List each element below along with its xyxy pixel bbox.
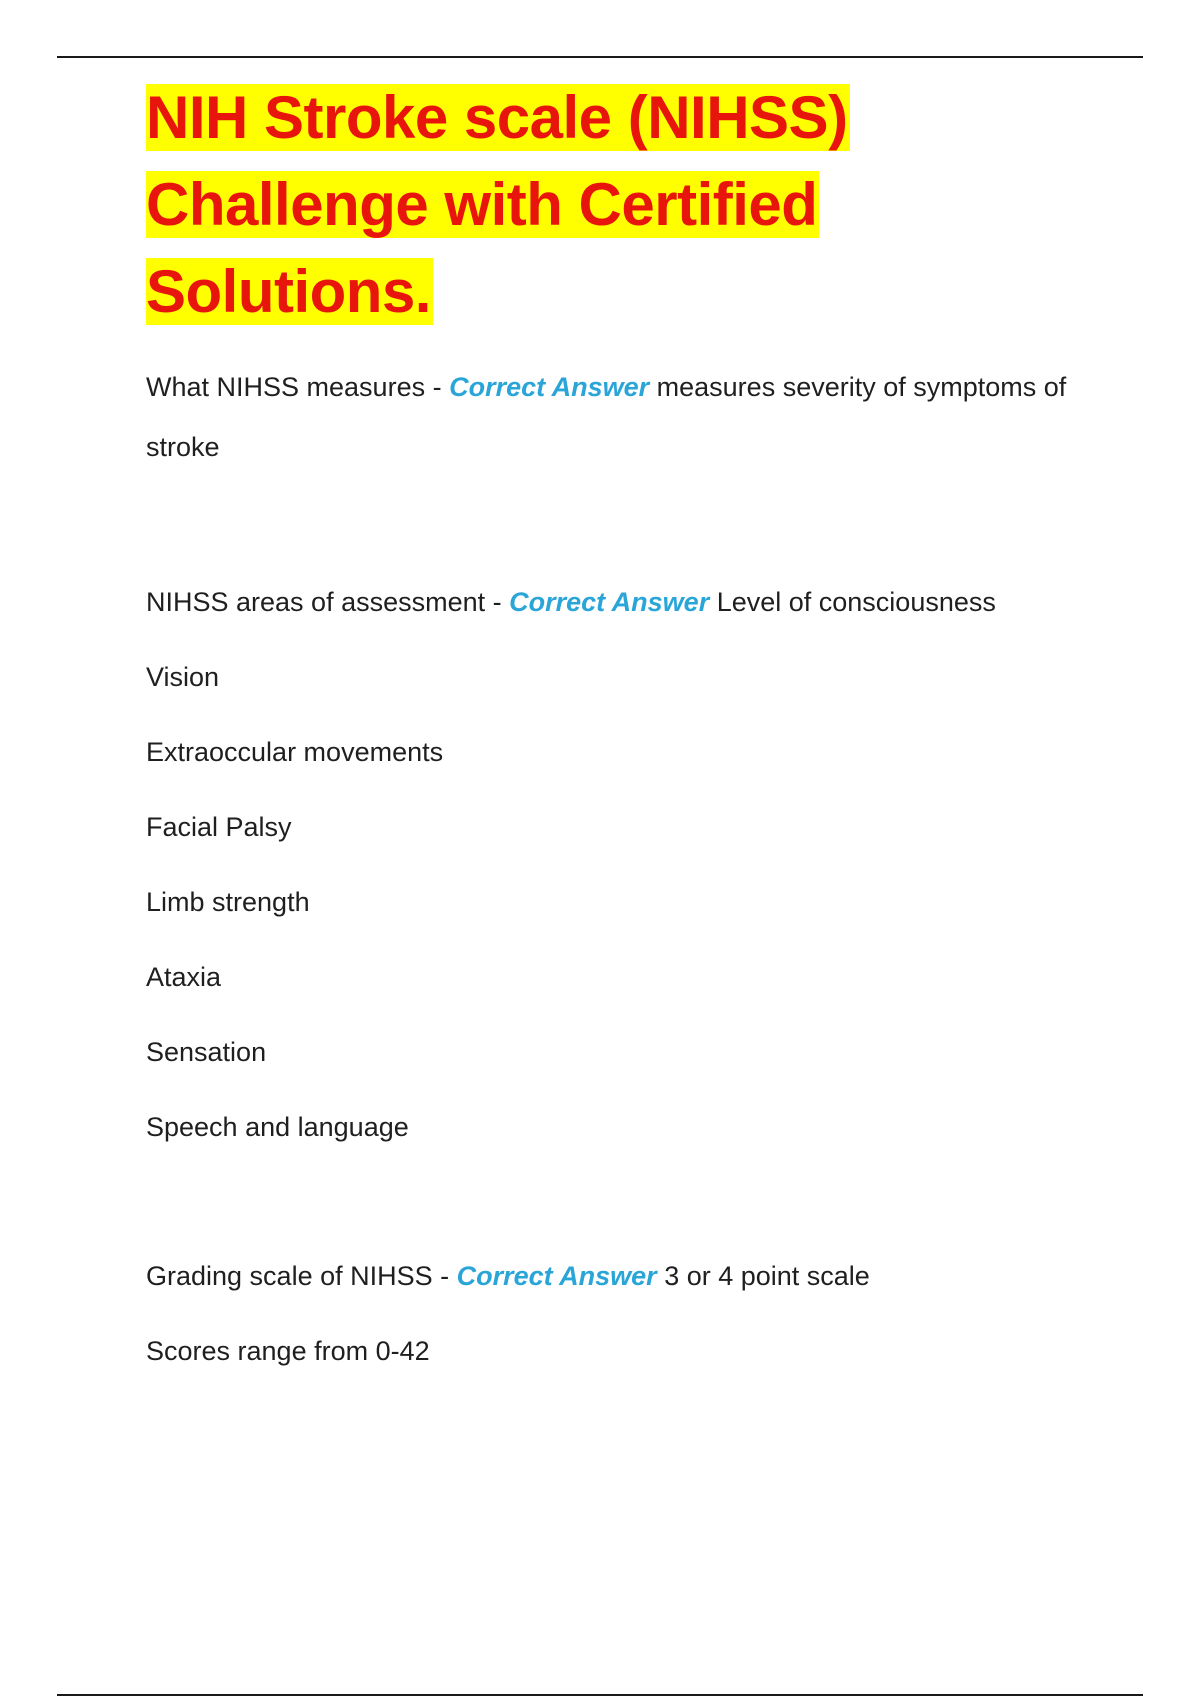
list-item: Ataxia [146,962,222,992]
list-item: Speech and language [146,1112,409,1142]
list-item: Scores range from 0-42 [146,1336,430,1366]
question-text: What NIHSS measures - [146,372,450,402]
title-highlight: NIH Stroke scale (NIHSS) Challenge with Certified Solutions. [146,84,848,325]
top-rule [57,56,1143,58]
question-text: Grading scale of NIHSS - [146,1261,457,1291]
list-item: Vision [146,662,220,692]
correct-answer-label: Correct Answer [456,1261,657,1291]
grading-notes-list [146,1314,1106,1389]
document-body [146,74,1106,1389]
document-title [146,74,1106,335]
answer-text: Level of consciousness [709,587,996,617]
qa-item-2 [146,565,1106,640]
answer-text: measures severity of symptoms of stroke [146,372,1067,462]
answer-text: 3 or 4 point scale [656,1261,870,1291]
list-item: Sensation [146,1037,267,1067]
list-item: Limb strength [146,887,310,917]
assessment-areas-list [146,640,1106,1165]
correct-answer-label: Correct Answer [509,587,710,617]
qa-item-3 [146,1239,1106,1314]
qa-item-1 [146,357,1106,477]
correct-answer-label: Correct Answer [449,372,650,402]
list-item: Extraoccular movements [146,737,444,767]
question-text: NIHSS areas of assessment - [146,587,510,617]
list-item: Facial Palsy [146,812,292,842]
bottom-rule [57,1694,1143,1696]
